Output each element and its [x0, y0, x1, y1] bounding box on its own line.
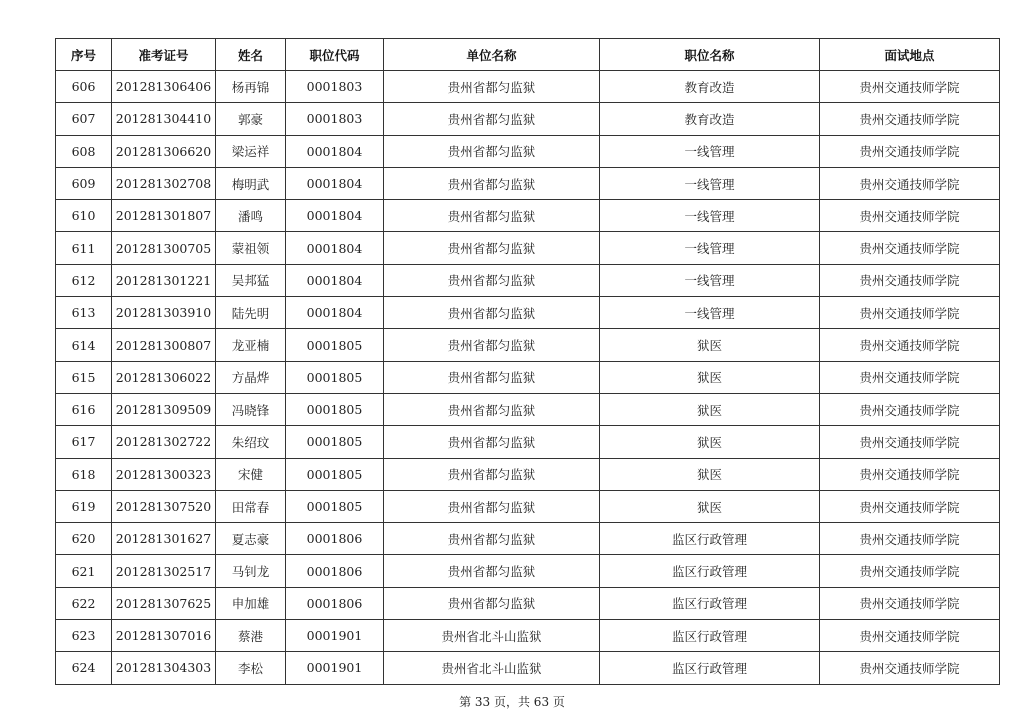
cell-position-name: 教育改造: [600, 103, 820, 135]
cell-interview-location: 贵州交通技师学院: [820, 652, 1000, 684]
cell-name: 申加雄: [216, 587, 286, 619]
cell-unit-name: 贵州省都匀监狱: [384, 167, 600, 199]
cell-name: 蒙祖领: [216, 232, 286, 264]
cell-unit-name: 贵州省北斗山监狱: [384, 620, 600, 652]
cell-position-name: 一线管理: [600, 167, 820, 199]
cell-position-name: 狱医: [600, 361, 820, 393]
cell-seq: 613: [56, 297, 112, 329]
cell-position-code: 0001805: [286, 361, 384, 393]
cell-position-name: 狱医: [600, 393, 820, 425]
table-row: [56, 490, 1000, 522]
header-name: 姓名: [216, 39, 286, 71]
cell-interview-location: 贵州交通技师学院: [820, 71, 1000, 103]
header-position-name: 职位名称: [600, 39, 820, 71]
cell-position-code: 0001803: [286, 71, 384, 103]
table-row: [56, 620, 1000, 652]
cell-position-name: 狱医: [600, 426, 820, 458]
cell-interview-location: 贵州交通技师学院: [820, 620, 1000, 652]
header-exam-id: 准考证号: [112, 39, 216, 71]
cell-interview-location: 贵州交通技师学院: [820, 232, 1000, 264]
cell-seq: 608: [56, 135, 112, 167]
cell-exam-id: 201281304303: [112, 652, 216, 684]
cell-unit-name: 贵州省都匀监狱: [384, 103, 600, 135]
cell-seq: 616: [56, 393, 112, 425]
cell-position-name: 监区行政管理: [600, 555, 820, 587]
cell-unit-name: 贵州省都匀监狱: [384, 523, 600, 555]
cell-position-code: 0001901: [286, 652, 384, 684]
header-seq: 序号: [56, 39, 112, 71]
cell-name: 梅明武: [216, 167, 286, 199]
cell-name: 方晶烨: [216, 361, 286, 393]
cell-position-name: 狱医: [600, 329, 820, 361]
cell-interview-location: 贵州交通技师学院: [820, 329, 1000, 361]
cell-exam-id: 201281306620: [112, 135, 216, 167]
cell-exam-id: 201281302708: [112, 167, 216, 199]
cell-position-code: 0001804: [286, 167, 384, 199]
cell-interview-location: 贵州交通技师学院: [820, 458, 1000, 490]
cell-interview-location: 贵州交通技师学院: [820, 264, 1000, 296]
cell-unit-name: 贵州省都匀监狱: [384, 587, 600, 619]
cell-seq: 615: [56, 361, 112, 393]
cell-unit-name: 贵州省都匀监狱: [384, 490, 600, 522]
cell-seq: 606: [56, 71, 112, 103]
cell-exam-id: 201281309509: [112, 393, 216, 425]
cell-exam-id: 201281300705: [112, 232, 216, 264]
cell-exam-id: 201281301807: [112, 200, 216, 232]
cell-position-code: 0001805: [286, 458, 384, 490]
cell-position-name: 监区行政管理: [600, 587, 820, 619]
cell-unit-name: 贵州省都匀监狱: [384, 361, 600, 393]
table-row: [56, 71, 1000, 103]
cell-interview-location: 贵州交通技师学院: [820, 555, 1000, 587]
cell-position-name: 监区行政管理: [600, 523, 820, 555]
cell-interview-location: 贵州交通技师学院: [820, 393, 1000, 425]
cell-name: 夏志豪: [216, 523, 286, 555]
cell-position-name: 监区行政管理: [600, 652, 820, 684]
cell-name: 杨再锦: [216, 71, 286, 103]
cell-position-code: 0001805: [286, 329, 384, 361]
cell-position-code: 0001804: [286, 135, 384, 167]
cell-position-code: 0001806: [286, 555, 384, 587]
table-row: [56, 426, 1000, 458]
cell-exam-id: 201281301221: [112, 264, 216, 296]
cell-name: 宋健: [216, 458, 286, 490]
table-row: [56, 555, 1000, 587]
cell-position-name: 一线管理: [600, 200, 820, 232]
header-unit-name: 单位名称: [384, 39, 600, 71]
cell-name: 郭豪: [216, 103, 286, 135]
cell-exam-id: 201281306022: [112, 361, 216, 393]
cell-unit-name: 贵州省都匀监狱: [384, 264, 600, 296]
table-row: [56, 458, 1000, 490]
cell-unit-name: 贵州省都匀监狱: [384, 71, 600, 103]
cell-interview-location: 贵州交通技师学院: [820, 200, 1000, 232]
cell-exam-id: 201281303910: [112, 297, 216, 329]
table-body: [56, 71, 1000, 685]
table-row: [56, 200, 1000, 232]
cell-exam-id: 201281306406: [112, 71, 216, 103]
cell-unit-name: 贵州省都匀监狱: [384, 135, 600, 167]
cell-exam-id: 201281307625: [112, 587, 216, 619]
cell-seq: 611: [56, 232, 112, 264]
cell-position-code: 0001806: [286, 587, 384, 619]
cell-seq: 621: [56, 555, 112, 587]
table-row: [56, 103, 1000, 135]
cell-seq: 612: [56, 264, 112, 296]
cell-exam-id: 201281307520: [112, 490, 216, 522]
cell-seq: 622: [56, 587, 112, 619]
table-row: [56, 264, 1000, 296]
cell-position-name: 一线管理: [600, 232, 820, 264]
table-row: [56, 361, 1000, 393]
cell-position-code: 0001804: [286, 232, 384, 264]
cell-interview-location: 贵州交通技师学院: [820, 523, 1000, 555]
table-row: [56, 393, 1000, 425]
cell-interview-location: 贵州交通技师学院: [820, 490, 1000, 522]
cell-interview-location: 贵州交通技师学院: [820, 361, 1000, 393]
cell-position-code: 0001901: [286, 620, 384, 652]
cell-seq: 617: [56, 426, 112, 458]
cell-interview-location: 贵州交通技师学院: [820, 297, 1000, 329]
cell-name: 吴邦猛: [216, 264, 286, 296]
roster-table: [55, 38, 1000, 685]
cell-seq: 620: [56, 523, 112, 555]
cell-unit-name: 贵州省都匀监狱: [384, 297, 600, 329]
cell-unit-name: 贵州省都匀监狱: [384, 232, 600, 264]
cell-name: 陆先明: [216, 297, 286, 329]
cell-unit-name: 贵州省都匀监狱: [384, 555, 600, 587]
cell-unit-name: 贵州省都匀监狱: [384, 458, 600, 490]
cell-exam-id: 201281300323: [112, 458, 216, 490]
table-row: [56, 652, 1000, 684]
cell-name: 冯晓锋: [216, 393, 286, 425]
table-row: [56, 135, 1000, 167]
cell-interview-location: 贵州交通技师学院: [820, 135, 1000, 167]
cell-unit-name: 贵州省都匀监狱: [384, 393, 600, 425]
cell-exam-id: 201281301627: [112, 523, 216, 555]
cell-unit-name: 贵州省都匀监狱: [384, 329, 600, 361]
cell-position-code: 0001805: [286, 393, 384, 425]
cell-seq: 614: [56, 329, 112, 361]
cell-position-code: 0001805: [286, 426, 384, 458]
header-position-code: 职位代码: [286, 39, 384, 71]
cell-exam-id: 201281307016: [112, 620, 216, 652]
cell-position-name: 狱医: [600, 490, 820, 522]
cell-interview-location: 贵州交通技师学院: [820, 587, 1000, 619]
cell-seq: 607: [56, 103, 112, 135]
cell-name: 田常春: [216, 490, 286, 522]
cell-seq: 623: [56, 620, 112, 652]
cell-position-code: 0001803: [286, 103, 384, 135]
cell-exam-id: 201281300807: [112, 329, 216, 361]
cell-position-name: 监区行政管理: [600, 620, 820, 652]
cell-seq: 610: [56, 200, 112, 232]
cell-position-code: 0001806: [286, 523, 384, 555]
table-row: [56, 587, 1000, 619]
cell-interview-location: 贵州交通技师学院: [820, 167, 1000, 199]
cell-position-code: 0001804: [286, 264, 384, 296]
cell-position-code: 0001805: [286, 490, 384, 522]
cell-exam-id: 201281302722: [112, 426, 216, 458]
cell-seq: 609: [56, 167, 112, 199]
cell-seq: 619: [56, 490, 112, 522]
header-interview-location: 面试地点: [820, 39, 1000, 71]
cell-position-code: 0001804: [286, 200, 384, 232]
cell-seq: 618: [56, 458, 112, 490]
cell-unit-name: 贵州省北斗山监狱: [384, 652, 600, 684]
table-row: [56, 297, 1000, 329]
cell-name: 李松: [216, 652, 286, 684]
page-footer: 第 33 页，共 63 页: [459, 695, 565, 709]
table-row: [56, 232, 1000, 264]
cell-name: 梁运祥: [216, 135, 286, 167]
cell-name: 蔡港: [216, 620, 286, 652]
table-header-row: [56, 39, 1000, 71]
cell-unit-name: 贵州省都匀监狱: [384, 426, 600, 458]
cell-exam-id: 201281302517: [112, 555, 216, 587]
cell-position-name: 一线管理: [600, 264, 820, 296]
cell-position-name: 一线管理: [600, 297, 820, 329]
cell-interview-location: 贵州交通技师学院: [820, 426, 1000, 458]
cell-exam-id: 201281304410: [112, 103, 216, 135]
cell-position-name: 教育改造: [600, 71, 820, 103]
table-row: [56, 167, 1000, 199]
cell-name: 马钊龙: [216, 555, 286, 587]
cell-seq: 624: [56, 652, 112, 684]
cell-interview-location: 贵州交通技师学院: [820, 103, 1000, 135]
cell-position-code: 0001804: [286, 297, 384, 329]
cell-name: 龙亚楠: [216, 329, 286, 361]
table-row: [56, 329, 1000, 361]
cell-name: 朱绍玟: [216, 426, 286, 458]
cell-name: 潘鸣: [216, 200, 286, 232]
table-row: [56, 523, 1000, 555]
cell-unit-name: 贵州省都匀监狱: [384, 200, 600, 232]
cell-position-name: 狱医: [600, 458, 820, 490]
cell-position-name: 一线管理: [600, 135, 820, 167]
